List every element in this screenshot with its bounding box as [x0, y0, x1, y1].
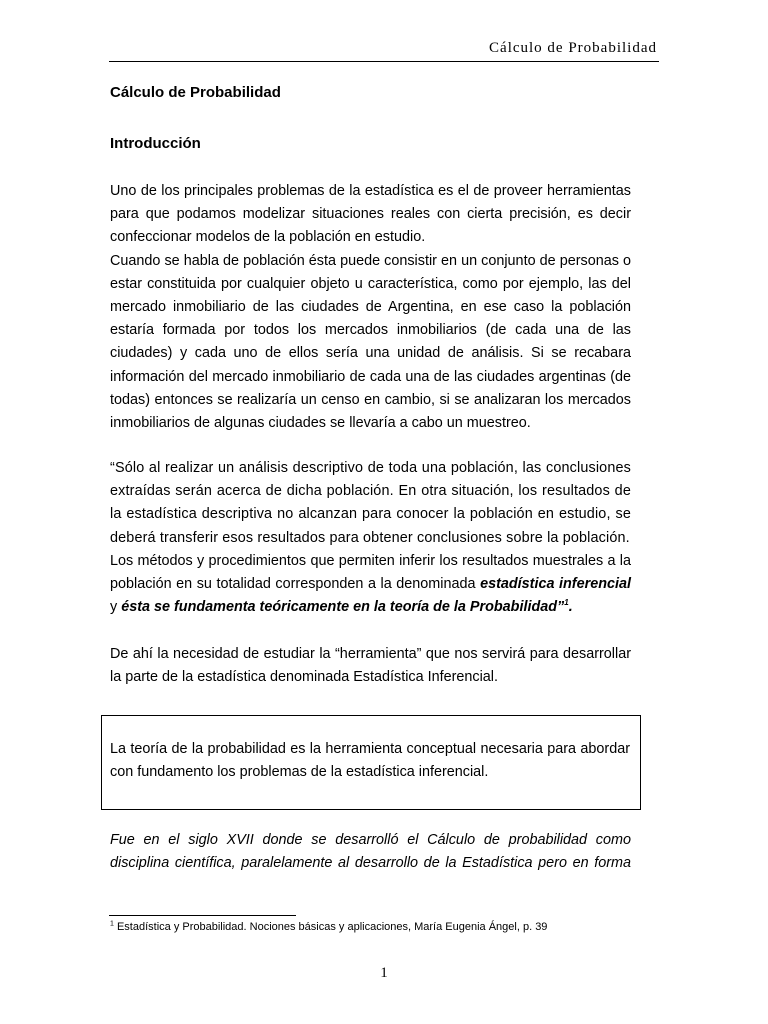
paragraph-4-end: .	[568, 599, 573, 616]
paragraph-6: Fue en el siglo XVII donde se desarrolló el Cálculo de probabilidad como disciplina científica, paralelamente al desarrollo de la Estadística pero en forma	[110, 832, 631, 872]
paragraph-4-mid: y	[110, 599, 122, 616]
running-header: Cálculo de Probabilidad	[489, 40, 657, 56]
footnote	[110, 921, 547, 933]
page-number: 1	[380, 965, 388, 981]
footnote-reference[interactable]: 1	[564, 598, 569, 608]
herramienta-block	[110, 643, 631, 689]
paragraph-4	[110, 550, 631, 620]
history-block	[110, 829, 631, 875]
paragraph-4-start: Los métodos y procedimientos que permiten inferir los resultados muestrales a la población en su totalidad corresponden a la denominada	[110, 552, 631, 593]
document-title: Cálculo de Probabilidad	[110, 84, 281, 101]
quote-block	[110, 457, 631, 619]
emphasis-estadistica-inferencial: estadística inferencial	[480, 576, 631, 593]
paragraph-2: Cuando se habla de población ésta puede consistir en un conjunto de personas o estar constituida por cualquier objeto u característica, como por ejemplo, las del mercado inmobiliario de las ciudades de Argentina, en ese caso la población estaría formada por todos los mercados inmobiliarios (de cada una de las ciudades) y cada uno de ellos sería una unidad de análisis. Si se recabara información del mercado inmobiliario de cada una de las ciudades argentinas (de todas) entonces se realizaría un censo en cambio, si se analizaran los mercados inmobiliarios de algunas ciudades se llevaría a cabo un muestreo.	[110, 252, 631, 432]
footnote-mark: 1	[110, 920, 114, 928]
paragraph-5: De ahí la necesidad de estudiar la “herramienta” que nos servirá para desarrollar la parte de la estadística denominada Estadística Inferencial.	[110, 646, 631, 686]
paragraph-3: “Sólo al realizar un análisis descriptivo de toda una población, las conclusiones extraídas serán acerca de dicha población. En otra situación, los resultados de la estadística descriptiva no alcanzan para conocer la población en estudio, se deberá transferir esos resultados para obtener conclusiones sobre la población.	[110, 460, 631, 546]
intro-block	[110, 180, 631, 435]
footnote-text: Estadística y Probabilidad. Nociones básicas y aplicaciones, María Eugenia Ángel, p. 39	[113, 921, 548, 933]
section-heading: Introducción	[110, 135, 201, 152]
paragraph-1: Uno de los principales problemas de la estadística es el de proveer herramientas para que podamos modelizar situaciones reales con cierta precisión, es decir confeccionar modelos de la población en estudio.	[110, 183, 631, 246]
footnote-rule	[109, 915, 296, 916]
highlight-box-text: La teoría de la probabilidad es la herramienta conceptual necesaria para abordar con fundamento los problemas de la estadística inferencial.	[110, 741, 630, 781]
emphasis-fundamento: ésta se fundamenta teóricamente en la teoría de la Probabilidad”	[121, 599, 565, 616]
highlight-box	[101, 715, 641, 810]
header-rule	[109, 61, 659, 62]
